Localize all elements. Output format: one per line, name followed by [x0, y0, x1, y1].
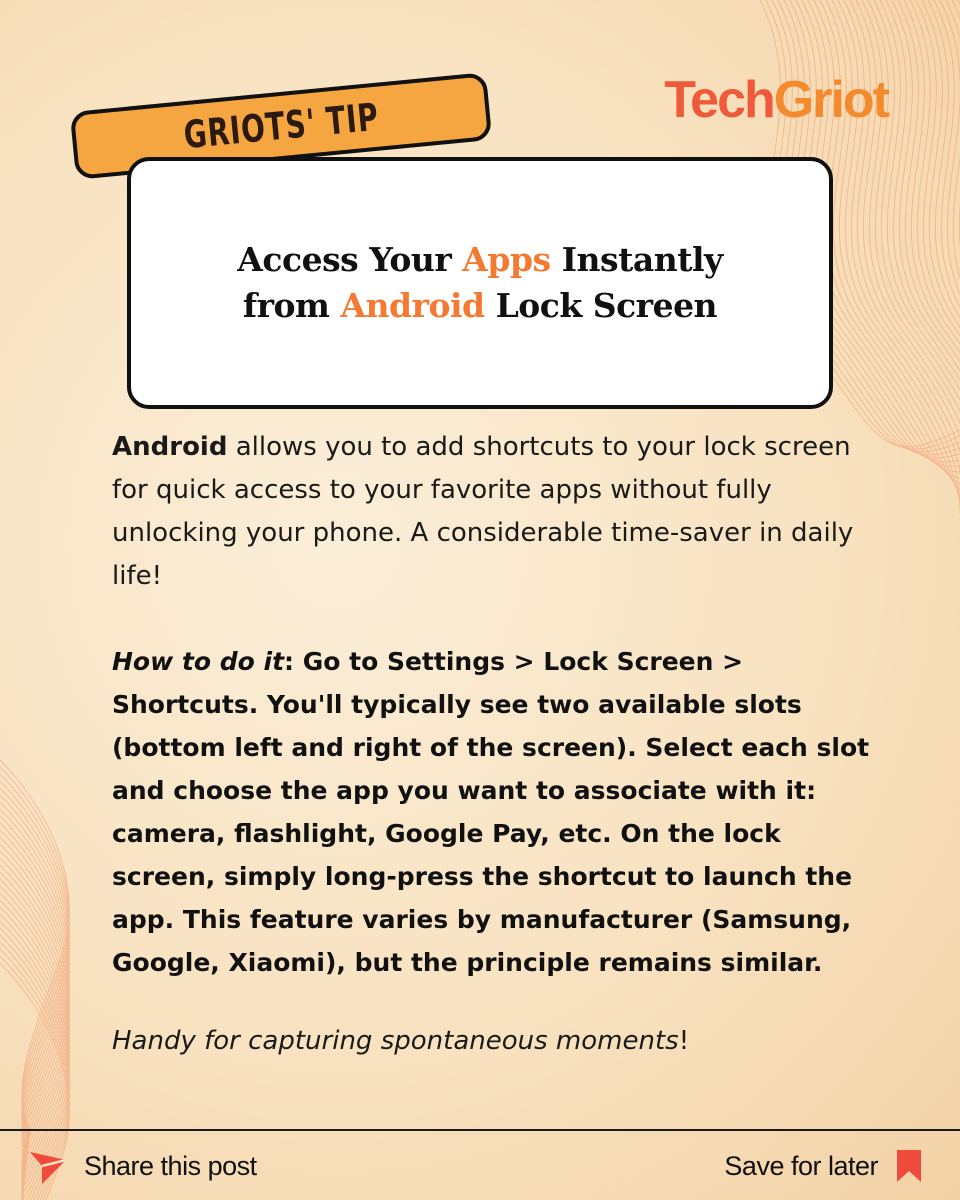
howto-text: : Go to Settings > Lock Screen > Shortcuts. You'll typically see two available slots (bottom left and right of the screen). Select each slot and choose the app you want to associate with it: camera, flashlight, Google Pay, etc. On the lock screen, simply long-press the shortcut to launch the app. This feature varies by manufacturer (Samsung, Google, Xiaomi), but the principle remains similar. — [112, 647, 870, 977]
wave-line — [940, 0, 960, 610]
intro-bold: Android — [112, 432, 228, 462]
save-label: Save for later — [724, 1150, 878, 1181]
headline — [200, 237, 760, 329]
headline-card — [127, 157, 833, 409]
brand-logo — [664, 71, 888, 129]
headline-text-2: Instantly from — [242, 240, 723, 325]
closing-italic: Handy for capturing spontaneous moments — [112, 1026, 679, 1056]
intro-text: allows you to add shortcuts to your lock screen for quick access to your favorite apps without fully unlocking your phone. A considerable time-saver in daily life! — [112, 432, 854, 591]
closing-line — [112, 1020, 872, 1063]
brand-logo-part2: Griot — [773, 71, 888, 129]
share-label: Share this post — [84, 1150, 257, 1181]
headline-text-1: Access Your — [237, 240, 463, 279]
bookmark-icon — [896, 1149, 922, 1183]
headline-highlight-android: Android — [340, 286, 485, 325]
wave-line — [886, 0, 960, 556]
howto-label: How to do it — [112, 647, 285, 676]
share-button[interactable] — [28, 1146, 257, 1186]
wave-line — [934, 0, 960, 604]
headline-highlight-apps: Apps — [462, 240, 551, 279]
intro-paragraph — [112, 426, 872, 598]
closing-tail: ! — [678, 1026, 690, 1056]
wave-line — [892, 0, 960, 562]
footer-divider — [0, 1129, 960, 1131]
wave-line — [898, 0, 960, 568]
howto-paragraph — [112, 640, 872, 984]
save-button[interactable] — [724, 1146, 922, 1186]
headline-text-3: Lock Screen — [484, 286, 718, 325]
tip-tag-label: GRIOTS' TIP — [181, 94, 381, 158]
send-icon — [28, 1146, 68, 1186]
brand-logo-part1: Tech — [664, 71, 774, 129]
